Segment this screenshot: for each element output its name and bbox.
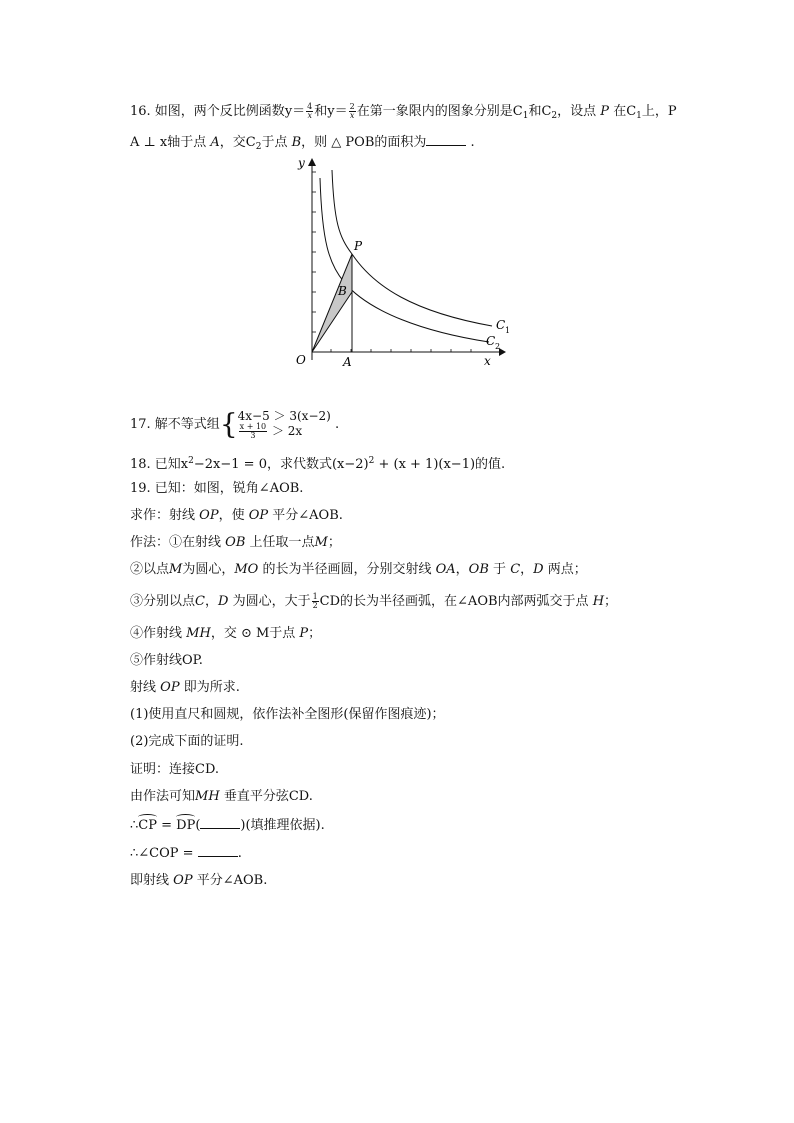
ray-oa: OA [435, 562, 456, 577]
triangle-pob [312, 254, 352, 352]
q16-text: 16. 如图，两个反比例函数 [130, 104, 285, 119]
q16-text: ，交 [219, 135, 246, 150]
q16-c1b: C [626, 104, 637, 119]
q16-text: 于点 [261, 135, 288, 150]
q19-line-8 [130, 679, 240, 697]
q18-text: −2x−1 = 0，求代数式(x−2) [193, 457, 369, 472]
label-c1: C [496, 318, 506, 332]
q19-text: 证明：连接CD. [130, 762, 220, 777]
q19-text: ； [327, 535, 341, 550]
ray-ob: OB [468, 562, 489, 577]
q17-period: . [334, 417, 340, 432]
q19-text: 由作法可知 [130, 789, 196, 804]
q16-answer-blank[interactable] [426, 145, 466, 146]
q19-text: 平分∠AOB. [196, 873, 268, 888]
y-axis-arrow [308, 158, 316, 166]
frac-num: 2 [349, 102, 355, 111]
sub-1: 1 [636, 111, 642, 121]
reason-blank[interactable] [200, 828, 240, 829]
q19-line-13 [130, 817, 325, 835]
angle-blank[interactable] [198, 856, 238, 857]
point-d: D [217, 594, 229, 609]
q19-text: = [156, 818, 177, 833]
q19-text: (2)完成下面的证明. [130, 734, 244, 749]
label-b: B [338, 284, 347, 298]
q19-text: ； [308, 626, 322, 641]
point-c: C [510, 562, 521, 577]
q16-figure [284, 152, 524, 372]
q19-line-11 [130, 761, 219, 779]
label-x: x [484, 354, 491, 368]
q19-line-3 [130, 534, 341, 552]
q19-text: (1)使用直尺和圆规，依作法补全图形(保留作图痕迹)； [130, 707, 445, 722]
q17-brace: { [219, 407, 238, 441]
frac-den: x [307, 111, 312, 120]
q16-point-b: B [291, 135, 302, 150]
q16-point-a: A [210, 135, 220, 150]
q19-text: 求作：射线 [130, 508, 196, 523]
q18 [130, 452, 505, 474]
q17-ineq2-rest: ＞ 2x [271, 424, 303, 438]
q19-text: )(填推理依据). [240, 818, 325, 833]
point-c: C [195, 594, 205, 609]
q19-text: ③分别以点 [130, 594, 196, 609]
q16-c2: C [541, 104, 552, 119]
q19-text: CD的长为半径画弧，在∠AOB内部两弧交于点 [319, 594, 589, 609]
q19-text: 为圆心，大于 [232, 594, 311, 609]
q16-fraction-2-over-x [349, 103, 356, 120]
label-a: A [343, 355, 352, 369]
frac-num: 4 [307, 102, 313, 111]
q16-text: ，则 △ POB的面积为 [301, 135, 427, 150]
q19-text: ②以点 [130, 562, 170, 577]
label-c1-sub: 1 [505, 326, 511, 335]
q16-and2: 和 [528, 104, 542, 119]
q17-ineq2 [238, 423, 331, 440]
q19-text: 作法：①在射线 [130, 535, 222, 550]
ray-op: OP [248, 508, 269, 523]
q16-point-p: P [600, 104, 610, 119]
arc-dp: DP [176, 818, 196, 833]
q17-prefix: 17. 解不等式组 [130, 417, 220, 432]
point-p: P [299, 626, 309, 641]
q19-line-6 [130, 625, 321, 643]
q18-text: 18. 已知x [130, 457, 189, 472]
label-o: O [296, 353, 306, 367]
frac-den: 2 [312, 601, 318, 610]
q19-text: 上任取一点 [249, 535, 315, 550]
q19-text: ( [195, 818, 201, 833]
segment-mo: MO [234, 562, 259, 577]
q19-text: 为圆心， [182, 562, 235, 577]
q18-text: + (x + 1)(x−1)的值. [374, 457, 506, 472]
q19-line-15 [130, 872, 267, 890]
q19-text: ⑤作射线OP. [130, 653, 203, 668]
q16-and: 和 [314, 104, 328, 119]
sup-2: 2 [188, 456, 194, 466]
label-y: y [298, 156, 305, 170]
q19-text: 垂直平分弦CD. [223, 789, 313, 804]
frac-num: 1 [312, 592, 318, 601]
point-m: M [169, 562, 183, 577]
q19-line-2 [130, 507, 343, 525]
ray-ob: OB [225, 535, 246, 550]
ray-mh: MH [186, 626, 211, 641]
label-p: P [354, 239, 363, 253]
q16-func1: y＝ [284, 104, 306, 119]
frac-num: x + 10 [239, 422, 267, 431]
point-d: D [533, 562, 544, 577]
q19-text: ， [204, 594, 218, 609]
q17-ineq1: 4x−5 ＞ 3(x−2) [237, 409, 331, 423]
q19-text: ④作射线 [130, 626, 183, 641]
sup-2: 2 [368, 456, 375, 466]
frac-den: 3 [250, 431, 256, 440]
arc-cp: CP [138, 818, 157, 833]
q19-text: ， [455, 562, 469, 577]
ray-mh: MH [195, 789, 220, 804]
q19-text: ，交 ⊙ M于点 [210, 626, 296, 641]
q16-text: 在 [613, 104, 627, 119]
q19-line-4 [130, 561, 587, 579]
frac-den: x [349, 111, 355, 120]
fraction-half [312, 593, 319, 610]
ray-op: OP [160, 680, 180, 695]
q17-fraction [239, 423, 267, 440]
q19-text: 平分∠AOB. [272, 508, 343, 523]
q19-text: ∴∠COP = [130, 846, 198, 861]
ray-op: OP [173, 873, 193, 888]
sub-1: 1 [522, 111, 529, 121]
q19-text: ， [520, 562, 534, 577]
label-c2: C [486, 334, 496, 348]
q19-text: 19. 已知：如图，锐角∠AOB. [130, 481, 304, 496]
q16-text: ，设点 [557, 104, 597, 119]
q19-line-14 [130, 845, 242, 863]
q17-system [238, 409, 331, 440]
point-m: M [314, 535, 328, 550]
q16-text: 在第一象限内的图象分别是 [356, 104, 513, 119]
q19-text: 的长为半径画圆，分别交射线 [262, 562, 432, 577]
q16-text: A ⊥ x轴于点 [130, 135, 207, 150]
ray-op: OP [199, 508, 219, 523]
q16-c1: C [512, 104, 523, 119]
y-ticks [312, 172, 316, 332]
sub-2: 2 [551, 111, 558, 121]
q19-line-9 [130, 706, 445, 724]
q19-text: 射线 [130, 680, 157, 695]
q19-line-12 [130, 788, 313, 806]
q16-fraction-4-over-x [306, 103, 313, 120]
q19-text: ，使 [218, 508, 245, 523]
q16-text: 上，P [641, 104, 677, 119]
q19-line-10 [130, 733, 244, 751]
q19-text: 于 [493, 562, 507, 577]
q19-text: 两点； [547, 562, 587, 577]
label-c2-sub: 2 [495, 342, 501, 351]
point-h: H [592, 594, 605, 609]
q16-line-1 [130, 103, 677, 125]
q19-text: ； [604, 594, 618, 609]
q19-text: 即为所求. [183, 680, 240, 695]
q19-text: ∴ [130, 818, 139, 833]
q19-text: 即射线 [130, 873, 170, 888]
q19-line-1 [130, 480, 303, 498]
q16-period: . [470, 135, 475, 150]
q19-text: . [237, 846, 242, 861]
curve-c2 [320, 178, 489, 342]
q16-c2b: C [245, 135, 256, 150]
q19-line-5 [130, 593, 617, 611]
q19-line-7 [130, 652, 203, 670]
q16-func2: y＝ [327, 104, 348, 119]
q17 [130, 409, 339, 440]
sub-2: 2 [255, 142, 262, 152]
